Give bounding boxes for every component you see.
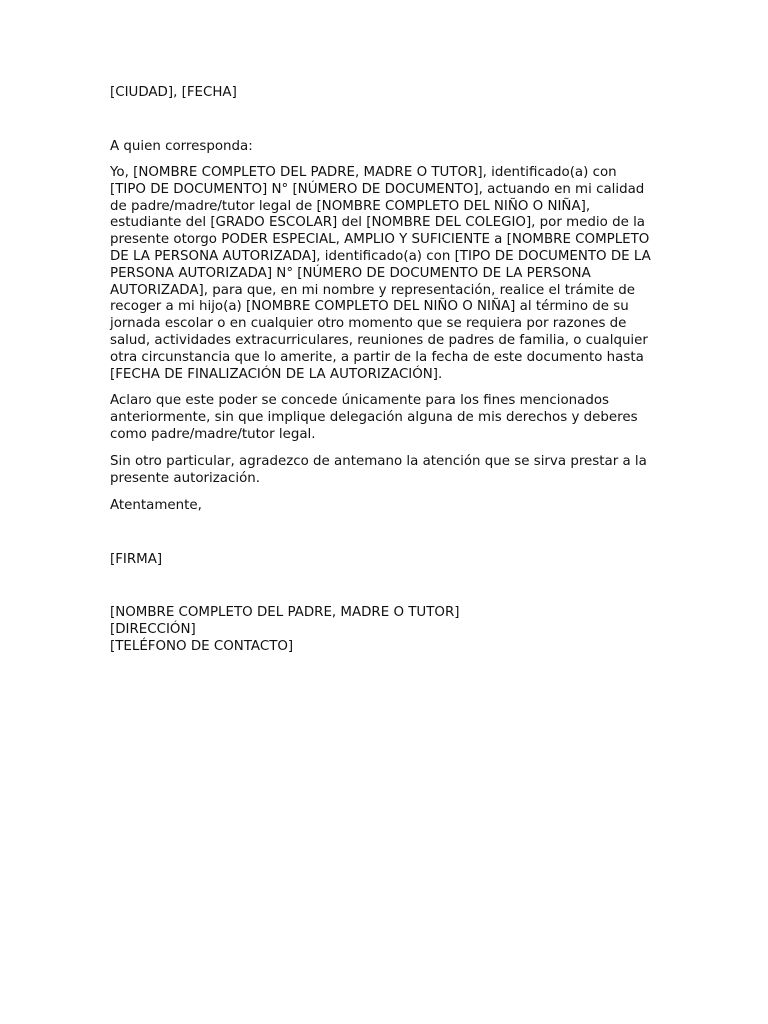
signature-placeholder: [FIRMA] (110, 552, 163, 568)
signer-name: [NOMBRE COMPLETO DEL PADRE, MADRE O TUTOR] (110, 605, 460, 621)
body-paragraph-clarification: Aclaro que este poder se concede únicamente para los fines mencionados anteriormente, sin que implique delegación alguna de mis derechos y deberes como padre/madre/tutor legal. (110, 393, 638, 442)
signer-address: [DIRECCIÓN] (110, 622, 196, 638)
letter-page (110, 84, 655, 656)
closing: Atentamente, (110, 498, 202, 514)
city-date: [CIUDAD], [FECHA] (110, 85, 237, 100)
body-paragraph-thanks: Sin otro particular, agradezco de antemano la atención que se sirva prestar a la presente autorización. (110, 453, 647, 486)
signer-block (110, 605, 655, 655)
body-paragraph-authorization: Yo, [NOMBRE COMPLETO DEL PADRE, MADRE O TUTOR], identificado(a) con [TIPO DE DOCUMENTO] N° [NÚMERO DE DOCUMENTO], actuando en mi calidad de padre/madre/tutor legal de [NOMBRE COMPLETO DEL NIÑO O NIÑA], estudiante del [GRADO ESCOLAR] del [NOMBRE DEL COLEGIO], por medio de la presente otorgo PODER ESPECIAL, AMPLIO Y SUFICIENTE a [NOMBRE COMPLETO DE LA PERSONA AUTORIZADA], identificado(a) con [TIPO DE DOCUMENTO DE LA PERSONA AUTORIZADA] N° [NÚMERO DE DOCUMENTO DE LA PERSONA AUTORIZADA], para que, en mi nombre y representación, realice el trámite de recoger a mi hijo(a) [NOMBRE COMPLETO DEL NIÑO O NIÑA] al término de su jornada escolar o en cualquier otro momento que se requiera por razones de salud, actividades extracurriculares, reuniones de padres de familia, o cualquier otra circunstancia que lo amerite, a partir de la fecha de este documento hasta [FECHA DE FINALIZACIÓN DE LA AUTORIZACIÓN]. (110, 165, 651, 382)
greeting: A quien corresponda: (110, 139, 253, 154)
signer-phone: [TELÉFONO DE CONTACTO] (110, 638, 294, 654)
